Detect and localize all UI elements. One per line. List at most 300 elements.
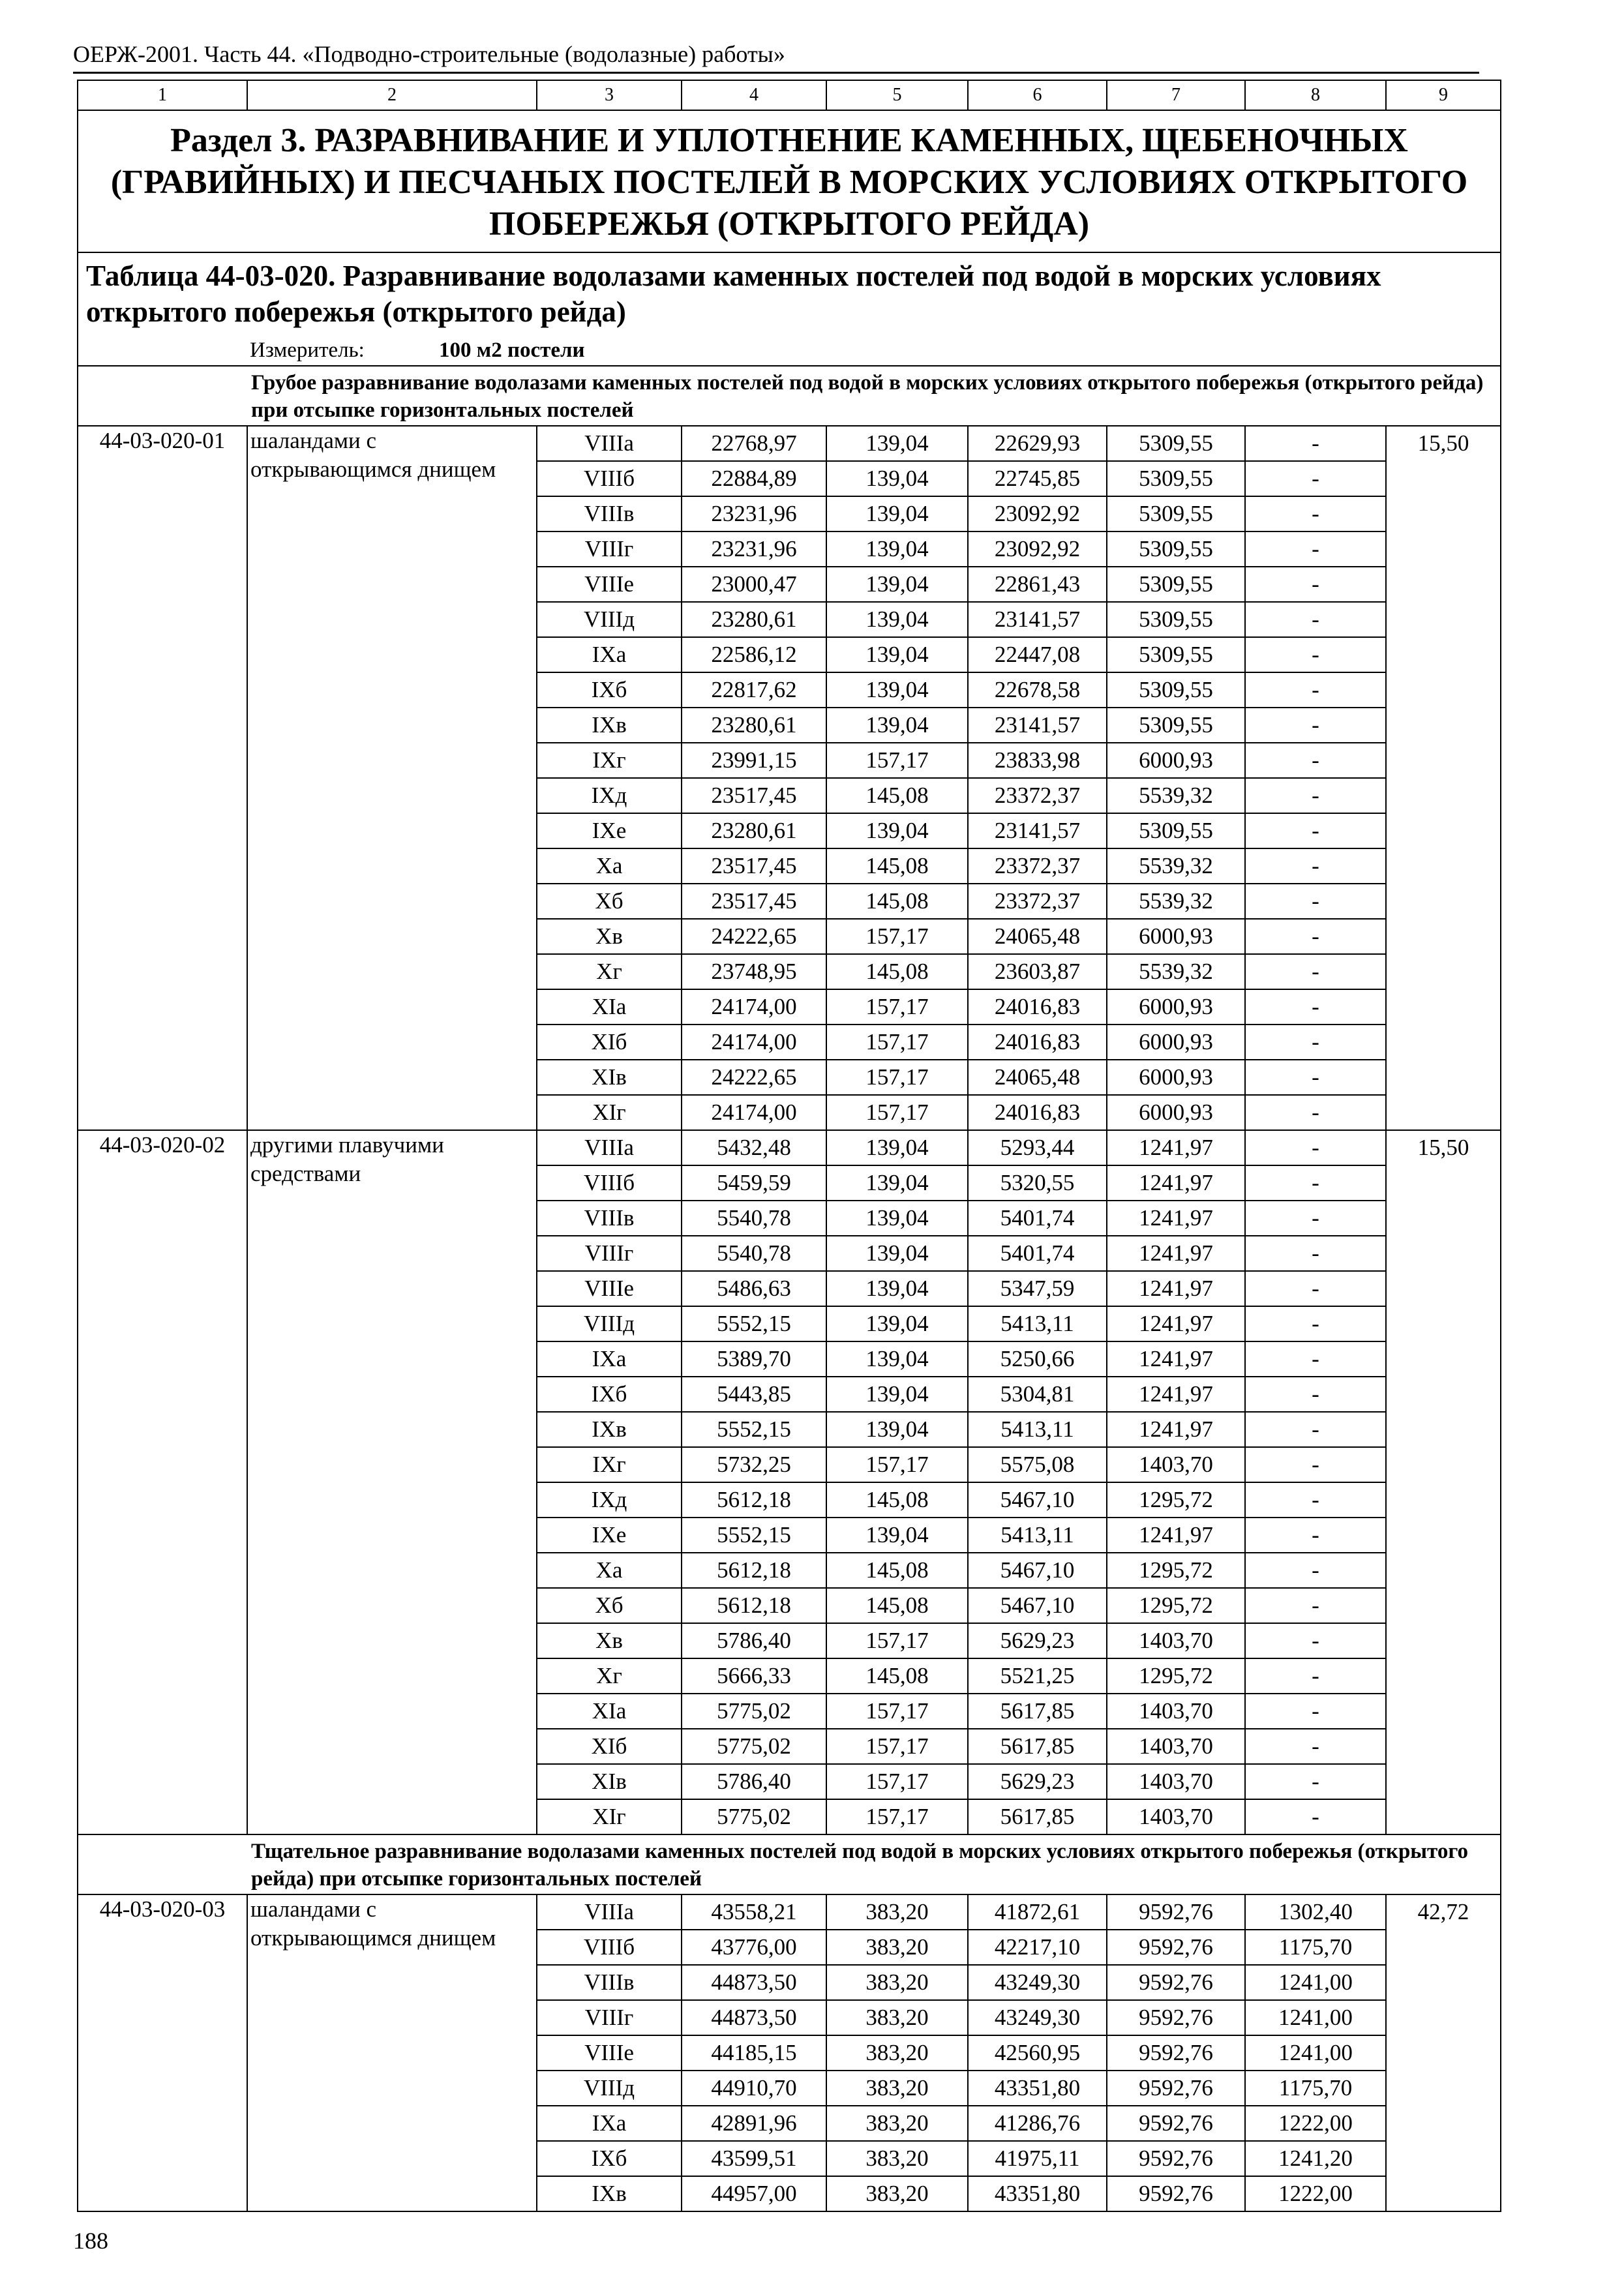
value-cell: 383,20 bbox=[826, 2176, 968, 2211]
value-cell: 1403,70 bbox=[1107, 1623, 1245, 1658]
value-cell: 5552,15 bbox=[682, 1518, 826, 1553]
value-cell: - bbox=[1245, 461, 1386, 496]
value-cell: - bbox=[1245, 1588, 1386, 1623]
value-cell: 5486,63 bbox=[682, 1271, 826, 1306]
value-cell: 41975,11 bbox=[968, 2141, 1107, 2176]
value-cell: 5540,78 bbox=[682, 1236, 826, 1271]
column-number: 6 bbox=[968, 80, 1107, 110]
value-cell: 23372,37 bbox=[968, 848, 1107, 884]
rock-category: IXд bbox=[537, 778, 682, 813]
rock-category: Xв bbox=[537, 1623, 682, 1658]
value-cell: 383,20 bbox=[826, 1965, 968, 2000]
table-title-row bbox=[78, 252, 1501, 335]
value-cell: 23372,37 bbox=[968, 778, 1107, 813]
value-cell: 23748,95 bbox=[682, 954, 826, 989]
value-cell: 157,17 bbox=[826, 743, 968, 778]
labor-cost: 15,50 bbox=[1386, 426, 1501, 1130]
value-cell: 1241,97 bbox=[1107, 1130, 1245, 1165]
page-number: 188 bbox=[73, 2228, 108, 2254]
rock-category: Xа bbox=[537, 1553, 682, 1588]
value-cell: 43351,80 bbox=[968, 2176, 1107, 2211]
rock-category: XIв bbox=[537, 1764, 682, 1799]
value-cell: - bbox=[1245, 531, 1386, 567]
rock-category: Xв bbox=[537, 919, 682, 954]
rock-category: VIIIд bbox=[537, 2071, 682, 2106]
rock-category: XIб bbox=[537, 1025, 682, 1060]
subheading-spacer bbox=[78, 1834, 247, 1894]
value-cell: 139,04 bbox=[826, 461, 968, 496]
value-cell: 139,04 bbox=[826, 1306, 968, 1341]
value-cell: 145,08 bbox=[826, 1588, 968, 1623]
value-cell: 145,08 bbox=[826, 954, 968, 989]
value-cell: 24222,65 bbox=[682, 1060, 826, 1095]
value-cell: 23517,45 bbox=[682, 884, 826, 919]
rock-category: IXд bbox=[537, 1482, 682, 1518]
value-cell: 145,08 bbox=[826, 1553, 968, 1588]
value-cell: 23517,45 bbox=[682, 778, 826, 813]
value-cell: 23231,96 bbox=[682, 496, 826, 531]
value-cell: - bbox=[1245, 1095, 1386, 1130]
value-cell: 5401,74 bbox=[968, 1236, 1107, 1271]
rock-category: IXб bbox=[537, 2141, 682, 2176]
rock-category: VIIIд bbox=[537, 602, 682, 637]
rock-category: XIг bbox=[537, 1095, 682, 1130]
subheading-row bbox=[78, 366, 1501, 426]
value-cell: 43776,00 bbox=[682, 1930, 826, 1965]
table-row bbox=[78, 1894, 1501, 1930]
value-cell: 1295,72 bbox=[1107, 1588, 1245, 1623]
value-cell: 5775,02 bbox=[682, 1729, 826, 1764]
value-cell: 5309,55 bbox=[1107, 602, 1245, 637]
value-cell: 5612,18 bbox=[682, 1482, 826, 1518]
value-cell: 9592,76 bbox=[1107, 2141, 1245, 2176]
value-cell: - bbox=[1245, 1518, 1386, 1553]
value-cell: 5467,10 bbox=[968, 1553, 1107, 1588]
value-cell: 23280,61 bbox=[682, 813, 826, 848]
value-cell: - bbox=[1245, 1412, 1386, 1447]
value-cell: 6000,93 bbox=[1107, 743, 1245, 778]
value-cell: 5413,11 bbox=[968, 1518, 1107, 1553]
rock-category: VIIIг bbox=[537, 1236, 682, 1271]
value-cell: 5617,85 bbox=[968, 1694, 1107, 1729]
value-cell: 9592,76 bbox=[1107, 2176, 1245, 2211]
value-cell: 157,17 bbox=[826, 1623, 968, 1658]
value-cell: 1175,70 bbox=[1245, 1930, 1386, 1965]
rock-category: IXа bbox=[537, 637, 682, 672]
value-cell: 139,04 bbox=[826, 1341, 968, 1377]
value-cell: 5309,55 bbox=[1107, 708, 1245, 743]
value-cell: 139,04 bbox=[826, 1518, 968, 1553]
value-cell: 139,04 bbox=[826, 1201, 968, 1236]
value-cell: 1241,97 bbox=[1107, 1412, 1245, 1447]
value-cell: 24016,83 bbox=[968, 1025, 1107, 1060]
value-cell: 157,17 bbox=[826, 1799, 968, 1834]
value-cell: 139,04 bbox=[826, 496, 968, 531]
rock-category: Xб bbox=[537, 884, 682, 919]
column-number: 8 bbox=[1245, 80, 1386, 110]
value-cell: - bbox=[1245, 1060, 1386, 1095]
value-cell: 5552,15 bbox=[682, 1306, 826, 1341]
value-cell: 24065,48 bbox=[968, 919, 1107, 954]
value-cell: 1302,40 bbox=[1245, 1894, 1386, 1930]
value-cell: 5309,55 bbox=[1107, 461, 1245, 496]
value-cell: 139,04 bbox=[826, 1165, 968, 1201]
value-cell: 42560,95 bbox=[968, 2035, 1107, 2071]
value-cell: 9592,76 bbox=[1107, 2000, 1245, 2035]
rock-category: IXе bbox=[537, 1518, 682, 1553]
value-cell: 1241,97 bbox=[1107, 1271, 1245, 1306]
value-cell: - bbox=[1245, 1694, 1386, 1729]
value-cell: 5347,59 bbox=[968, 1271, 1107, 1306]
rock-category: VIIIа bbox=[537, 426, 682, 461]
value-cell: 157,17 bbox=[826, 989, 968, 1025]
value-cell: 1241,97 bbox=[1107, 1236, 1245, 1271]
value-cell: 5629,23 bbox=[968, 1623, 1107, 1658]
value-cell: 24222,65 bbox=[682, 919, 826, 954]
value-cell: 5413,11 bbox=[968, 1412, 1107, 1447]
rock-category: XIа bbox=[537, 1694, 682, 1729]
value-cell: 1241,00 bbox=[1245, 2035, 1386, 2071]
table-row bbox=[78, 426, 1501, 461]
rock-category: IXг bbox=[537, 1447, 682, 1482]
value-cell: - bbox=[1245, 672, 1386, 708]
column-number: 4 bbox=[682, 80, 826, 110]
value-cell: 43599,51 bbox=[682, 2141, 826, 2176]
value-cell: 44873,50 bbox=[682, 2000, 826, 2035]
value-cell: 22678,58 bbox=[968, 672, 1107, 708]
rate-code: 44-03-020-03 bbox=[78, 1894, 247, 2211]
value-cell: 23280,61 bbox=[682, 708, 826, 743]
meter-row bbox=[78, 335, 1501, 366]
value-cell: 5293,44 bbox=[968, 1130, 1107, 1165]
value-cell: 5552,15 bbox=[682, 1412, 826, 1447]
value-cell: - bbox=[1245, 1306, 1386, 1341]
value-cell: 9592,76 bbox=[1107, 2106, 1245, 2141]
rock-category: VIIIе bbox=[537, 1271, 682, 1306]
value-cell: 157,17 bbox=[826, 1095, 968, 1130]
rock-category: IXб bbox=[537, 672, 682, 708]
value-cell: - bbox=[1245, 1236, 1386, 1271]
value-cell: 9592,76 bbox=[1107, 1965, 1245, 2000]
value-cell: 5775,02 bbox=[682, 1799, 826, 1834]
value-cell: 383,20 bbox=[826, 2141, 968, 2176]
rock-category: XIа bbox=[537, 989, 682, 1025]
value-cell: 145,08 bbox=[826, 848, 968, 884]
value-cell: 139,04 bbox=[826, 1130, 968, 1165]
rock-category: VIIIб bbox=[537, 461, 682, 496]
section-title-row bbox=[78, 110, 1501, 252]
rock-category: IXг bbox=[537, 743, 682, 778]
rock-category: Xа bbox=[537, 848, 682, 884]
value-cell: 22447,08 bbox=[968, 637, 1107, 672]
rock-category: VIIIб bbox=[537, 1165, 682, 1201]
value-cell: 5309,55 bbox=[1107, 637, 1245, 672]
value-cell: 5413,11 bbox=[968, 1306, 1107, 1341]
value-cell: 5309,55 bbox=[1107, 426, 1245, 461]
value-cell: 43249,30 bbox=[968, 2000, 1107, 2035]
value-cell: - bbox=[1245, 1271, 1386, 1306]
value-cell: 6000,93 bbox=[1107, 919, 1245, 954]
value-cell: 5309,55 bbox=[1107, 531, 1245, 567]
value-cell: - bbox=[1245, 1130, 1386, 1165]
meter-value: 100 м2 постели bbox=[439, 338, 585, 362]
value-cell: 22629,93 bbox=[968, 426, 1107, 461]
value-cell: 22745,85 bbox=[968, 461, 1107, 496]
value-cell: 5617,85 bbox=[968, 1799, 1107, 1834]
value-cell: 22861,43 bbox=[968, 567, 1107, 602]
value-cell: 157,17 bbox=[826, 1447, 968, 1482]
value-cell: 5666,33 bbox=[682, 1658, 826, 1694]
value-cell: 43249,30 bbox=[968, 1965, 1107, 2000]
rock-category: IXа bbox=[537, 1341, 682, 1377]
value-cell: 23231,96 bbox=[682, 531, 826, 567]
value-cell: 5539,32 bbox=[1107, 848, 1245, 884]
rate-code: 44-03-020-02 bbox=[78, 1130, 247, 1834]
value-cell: 42891,96 bbox=[682, 2106, 826, 2141]
value-cell: 23000,47 bbox=[682, 567, 826, 602]
rock-category: VIIIа bbox=[537, 1894, 682, 1930]
meter-spacer bbox=[78, 335, 247, 366]
value-cell: 5309,55 bbox=[1107, 567, 1245, 602]
value-cell: 139,04 bbox=[826, 1412, 968, 1447]
value-cell: 5629,23 bbox=[968, 1764, 1107, 1799]
value-cell: - bbox=[1245, 1799, 1386, 1834]
value-cell: 22817,62 bbox=[682, 672, 826, 708]
value-cell: 23280,61 bbox=[682, 602, 826, 637]
value-cell: 1403,70 bbox=[1107, 1799, 1245, 1834]
value-cell: 23991,15 bbox=[682, 743, 826, 778]
column-number: 5 bbox=[826, 80, 968, 110]
column-number: 9 bbox=[1386, 80, 1501, 110]
value-cell: 139,04 bbox=[826, 708, 968, 743]
rock-category: VIIIг bbox=[537, 531, 682, 567]
value-cell: - bbox=[1245, 778, 1386, 813]
value-cell: 23141,57 bbox=[968, 813, 1107, 848]
rock-category: Xб bbox=[537, 1588, 682, 1623]
rock-category: VIIIв bbox=[537, 496, 682, 531]
value-cell: 6000,93 bbox=[1107, 1025, 1245, 1060]
value-cell: 44185,15 bbox=[682, 2035, 826, 2071]
section-title: Раздел 3. РАЗРАВНИВАНИЕ И УПЛОТНЕНИЕ КАМЕННЫХ, ЩЕБЕНОЧНЫХ (ГРАВИЙНЫХ) И ПЕСЧАНЫХ ПОСТЕЛЕЙ В МОРСКИХ УСЛОВИЯХ ОТКРЫТОГО ПОБЕРЕЖЬЯ (ОТКРЫТОГО РЕЙДА) bbox=[78, 110, 1501, 252]
value-cell: 139,04 bbox=[826, 672, 968, 708]
value-cell: - bbox=[1245, 919, 1386, 954]
value-cell: - bbox=[1245, 848, 1386, 884]
work-name: шаландами с открывающимся днищем bbox=[247, 1894, 537, 2211]
value-cell: 22768,97 bbox=[682, 426, 826, 461]
value-cell: 1222,00 bbox=[1245, 2176, 1386, 2211]
value-cell: 24016,83 bbox=[968, 989, 1107, 1025]
value-cell: 1403,70 bbox=[1107, 1764, 1245, 1799]
value-cell: 139,04 bbox=[826, 1377, 968, 1412]
value-cell: - bbox=[1245, 1165, 1386, 1201]
value-cell: 23141,57 bbox=[968, 708, 1107, 743]
table-row bbox=[78, 1130, 1501, 1165]
value-cell: - bbox=[1245, 1729, 1386, 1764]
value-cell: 383,20 bbox=[826, 2106, 968, 2141]
value-cell: - bbox=[1245, 637, 1386, 672]
value-cell: 145,08 bbox=[826, 1482, 968, 1518]
value-cell: 44957,00 bbox=[682, 2176, 826, 2211]
value-cell: 139,04 bbox=[826, 531, 968, 567]
value-cell: 5617,85 bbox=[968, 1729, 1107, 1764]
value-cell: 23603,87 bbox=[968, 954, 1107, 989]
value-cell: 5539,32 bbox=[1107, 778, 1245, 813]
value-cell: 5575,08 bbox=[968, 1447, 1107, 1482]
value-cell: 383,20 bbox=[826, 2035, 968, 2071]
subheading: Тщательное разравнивание водолазами каменных постелей под водой в морских условиях открытого побережья (открытого рейда) при отсыпке горизонтальных постелей bbox=[247, 1834, 1501, 1894]
value-cell: 139,04 bbox=[826, 637, 968, 672]
value-cell: 23517,45 bbox=[682, 848, 826, 884]
value-cell: 6000,93 bbox=[1107, 1095, 1245, 1130]
value-cell: 157,17 bbox=[826, 1060, 968, 1095]
rock-category: IXб bbox=[537, 1377, 682, 1412]
value-cell: 1175,70 bbox=[1245, 2071, 1386, 2106]
column-number: 1 bbox=[78, 80, 247, 110]
value-cell: 5309,55 bbox=[1107, 496, 1245, 531]
value-cell: 43558,21 bbox=[682, 1894, 826, 1930]
work-name: другими плавучими средствами bbox=[247, 1130, 537, 1834]
rock-category: VIIIб bbox=[537, 1930, 682, 1965]
rock-category: IXе bbox=[537, 813, 682, 848]
value-cell: 5467,10 bbox=[968, 1588, 1107, 1623]
value-cell: 6000,93 bbox=[1107, 989, 1245, 1025]
value-cell: 5540,78 bbox=[682, 1201, 826, 1236]
value-cell: 5389,70 bbox=[682, 1341, 826, 1377]
value-cell: - bbox=[1245, 743, 1386, 778]
value-cell: 9592,76 bbox=[1107, 2035, 1245, 2071]
value-cell: 5250,66 bbox=[968, 1341, 1107, 1377]
value-cell: - bbox=[1245, 1658, 1386, 1694]
value-cell: 43351,80 bbox=[968, 2071, 1107, 2106]
value-cell: 5309,55 bbox=[1107, 813, 1245, 848]
value-cell: - bbox=[1245, 884, 1386, 919]
column-number-row bbox=[78, 80, 1501, 110]
value-cell: - bbox=[1245, 1201, 1386, 1236]
value-cell: 23833,98 bbox=[968, 743, 1107, 778]
value-cell: 1403,70 bbox=[1107, 1694, 1245, 1729]
value-cell: 24016,83 bbox=[968, 1095, 1107, 1130]
value-cell: 383,20 bbox=[826, 2071, 968, 2106]
value-cell: 383,20 bbox=[826, 1930, 968, 1965]
value-cell: - bbox=[1245, 954, 1386, 989]
rock-category: VIIIе bbox=[537, 2035, 682, 2071]
value-cell: 1222,00 bbox=[1245, 2106, 1386, 2141]
value-cell: 1241,97 bbox=[1107, 1341, 1245, 1377]
rock-category: IXв bbox=[537, 708, 682, 743]
value-cell: 383,20 bbox=[826, 1894, 968, 1930]
value-cell: 5304,81 bbox=[968, 1377, 1107, 1412]
value-cell: 23092,92 bbox=[968, 531, 1107, 567]
value-cell: 9592,76 bbox=[1107, 2071, 1245, 2106]
value-cell: 5459,59 bbox=[682, 1165, 826, 1201]
header-rule bbox=[73, 72, 1479, 74]
value-cell: - bbox=[1245, 567, 1386, 602]
value-cell: 157,17 bbox=[826, 1729, 968, 1764]
value-cell: - bbox=[1245, 1377, 1386, 1412]
value-cell: 24174,00 bbox=[682, 1095, 826, 1130]
rock-category: VIIIв bbox=[537, 1965, 682, 2000]
value-cell: 1241,97 bbox=[1107, 1201, 1245, 1236]
rock-category: Xг bbox=[537, 1658, 682, 1694]
value-cell: 1241,97 bbox=[1107, 1306, 1245, 1341]
rock-category: XIб bbox=[537, 1729, 682, 1764]
value-cell: 9592,76 bbox=[1107, 1930, 1245, 1965]
column-number: 3 bbox=[537, 80, 682, 110]
value-cell: 1403,70 bbox=[1107, 1447, 1245, 1482]
value-cell: 5732,25 bbox=[682, 1447, 826, 1482]
value-cell: - bbox=[1245, 602, 1386, 637]
work-name: шаландами с открывающимся днищем bbox=[247, 426, 537, 1130]
value-cell: 139,04 bbox=[826, 813, 968, 848]
value-cell: - bbox=[1245, 813, 1386, 848]
value-cell: 5539,32 bbox=[1107, 884, 1245, 919]
subheading-row bbox=[78, 1834, 1501, 1894]
value-cell: - bbox=[1245, 1447, 1386, 1482]
rates-table bbox=[77, 80, 1501, 2212]
value-cell: 157,17 bbox=[826, 1694, 968, 1729]
value-cell: 145,08 bbox=[826, 1658, 968, 1694]
value-cell: 157,17 bbox=[826, 1025, 968, 1060]
value-cell: 5775,02 bbox=[682, 1694, 826, 1729]
value-cell: 1241,97 bbox=[1107, 1518, 1245, 1553]
subheading: Грубое разравнивание водолазами каменных постелей под водой в морских условиях открытого побережья (открытого рейда) при отсыпке горизонтальных постелей bbox=[247, 366, 1501, 426]
value-cell: 41286,76 bbox=[968, 2106, 1107, 2141]
value-cell: 1241,00 bbox=[1245, 2000, 1386, 2035]
value-cell: 5432,48 bbox=[682, 1130, 826, 1165]
value-cell: - bbox=[1245, 1764, 1386, 1799]
rock-category: XIг bbox=[537, 1799, 682, 1834]
value-cell: 6000,93 bbox=[1107, 1060, 1245, 1095]
value-cell: 139,04 bbox=[826, 1236, 968, 1271]
meter-label: Измеритель: bbox=[250, 338, 365, 362]
value-cell: 139,04 bbox=[826, 1271, 968, 1306]
value-cell: 5786,40 bbox=[682, 1764, 826, 1799]
value-cell: 145,08 bbox=[826, 778, 968, 813]
rock-category: XIв bbox=[537, 1060, 682, 1095]
value-cell: 139,04 bbox=[826, 567, 968, 602]
value-cell: 1295,72 bbox=[1107, 1658, 1245, 1694]
value-cell: 5521,25 bbox=[968, 1658, 1107, 1694]
value-cell: 24065,48 bbox=[968, 1060, 1107, 1095]
rate-code: 44-03-020-01 bbox=[78, 426, 247, 1130]
labor-cost: 15,50 bbox=[1386, 1130, 1501, 1834]
value-cell: 1241,97 bbox=[1107, 1165, 1245, 1201]
value-cell: 5443,85 bbox=[682, 1377, 826, 1412]
value-cell: 23372,37 bbox=[968, 884, 1107, 919]
value-cell: 1241,20 bbox=[1245, 2141, 1386, 2176]
value-cell: 44910,70 bbox=[682, 2071, 826, 2106]
value-cell: 383,20 bbox=[826, 2000, 968, 2035]
value-cell: 5539,32 bbox=[1107, 954, 1245, 989]
rock-category: VIIIг bbox=[537, 2000, 682, 2035]
running-header: ОЕРЖ-2001. Часть 44. «Подводно-строительные (водолазные) работы» bbox=[73, 41, 785, 67]
value-cell: 41872,61 bbox=[968, 1894, 1107, 1930]
value-cell: - bbox=[1245, 1623, 1386, 1658]
table-title: Таблица 44-03-020. Разравнивание водолазами каменных постелей под водой в морских условиях открытого побережья (открытого рейда) bbox=[78, 252, 1501, 335]
value-cell: 23092,92 bbox=[968, 496, 1107, 531]
value-cell: 9592,76 bbox=[1107, 1894, 1245, 1930]
value-cell: 1295,72 bbox=[1107, 1482, 1245, 1518]
meter bbox=[247, 335, 1501, 366]
value-cell: 23141,57 bbox=[968, 602, 1107, 637]
value-cell: 24174,00 bbox=[682, 1025, 826, 1060]
value-cell: 1403,70 bbox=[1107, 1729, 1245, 1764]
value-cell: 5309,55 bbox=[1107, 672, 1245, 708]
rock-category: VIIIв bbox=[537, 1201, 682, 1236]
value-cell: 22586,12 bbox=[682, 637, 826, 672]
value-cell: 24174,00 bbox=[682, 989, 826, 1025]
value-cell: 1241,00 bbox=[1245, 1965, 1386, 2000]
